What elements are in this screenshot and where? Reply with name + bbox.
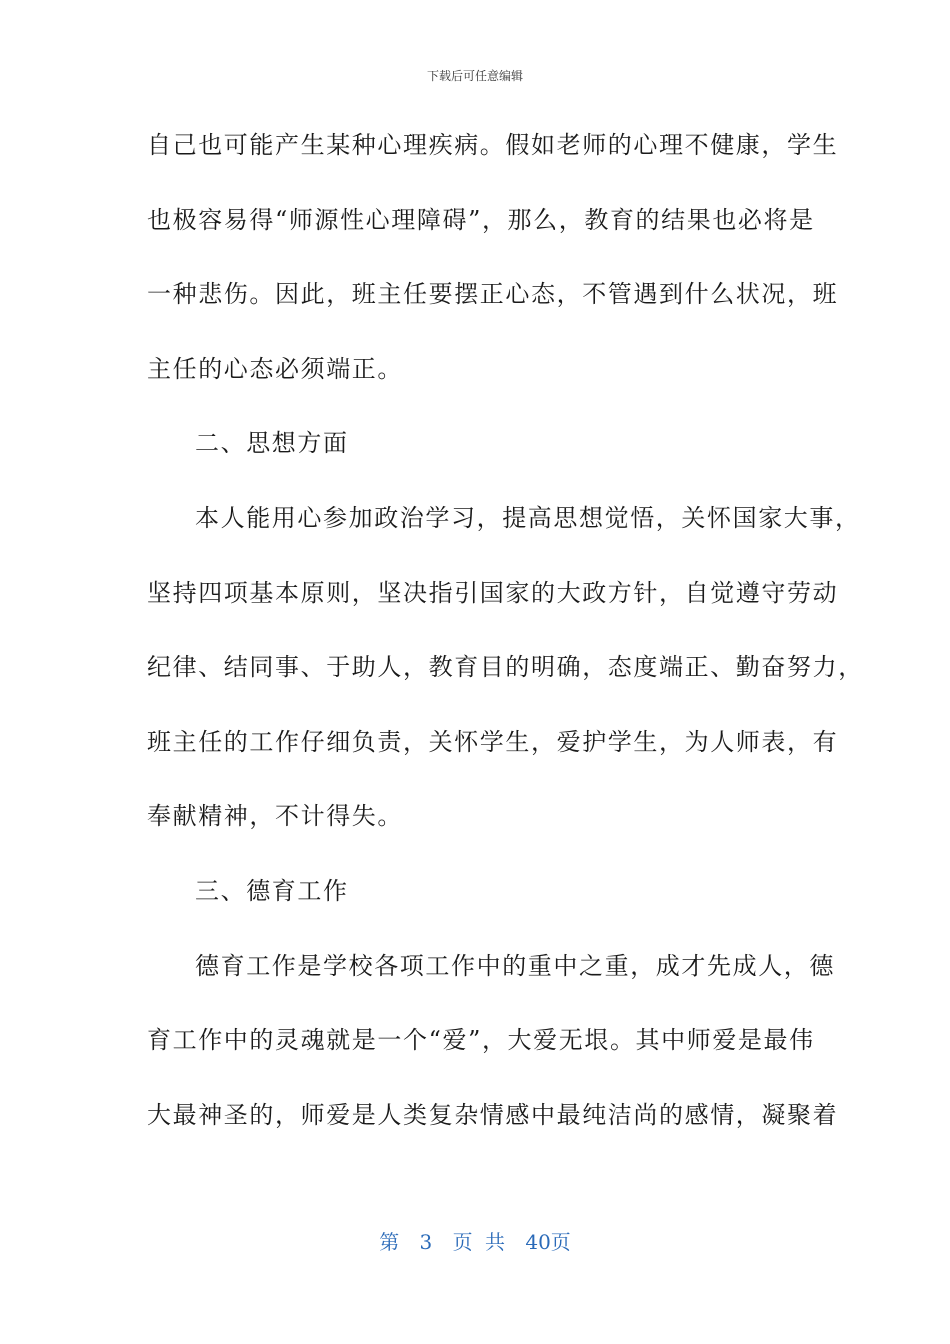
document-body <box>147 127 864 1171</box>
total-pages: 40页 <box>525 1230 571 1254</box>
text-line: 班主任的工作仔细负责，关怀学生，爱护学生，为人师表，有 <box>147 727 839 756</box>
text-line: 一种悲伤。因此，班主任要摆正心态，不管遇到什么状况，班 <box>147 280 839 309</box>
section-heading: 三、德育工作 <box>195 876 349 905</box>
text-line: 也极容易得“师源性心理障碍”，那么，教育的结果也必将是 <box>147 205 815 234</box>
text-line: 奉献精神，不计得失。 <box>147 802 403 831</box>
page-header: 下载后可任意编辑 <box>426 69 523 83</box>
current-page-number: 3 <box>419 1230 433 1254</box>
text-line: 纪律、结同事、于助人，教育目的明确，态度端正、勤奋努力， <box>147 653 864 682</box>
text-line: 德育工作是学校各项工作中的重中之重，成才先成人，德 <box>195 951 835 980</box>
footer-prefix: 第 <box>379 1230 400 1254</box>
section-heading: 二、思想方面 <box>195 429 349 458</box>
page-footer <box>0 1226 950 1255</box>
text-line: 自己也可能产生某种心理疾病。假如老师的心理不健康，学生 <box>147 131 839 159</box>
text-line: 本人能用心参加政治学习，提高思想觉悟，关怀国家大事， <box>195 503 861 532</box>
text-line: 主任的心态必须端正。 <box>147 354 403 383</box>
text-line: 大最神圣的，师爱是人类复杂情感中最纯洁尚的感情，凝聚着 <box>147 1100 839 1129</box>
text-line: 育工作中的灵魂就是一个“爱”，大爱无垠。其中师爱是最伟 <box>147 1026 815 1055</box>
text-line: 坚持四项基本原则，坚决指引国家的大政方针，自觉遵守劳动 <box>147 578 839 607</box>
footer-middle: 页 共 <box>452 1230 505 1254</box>
